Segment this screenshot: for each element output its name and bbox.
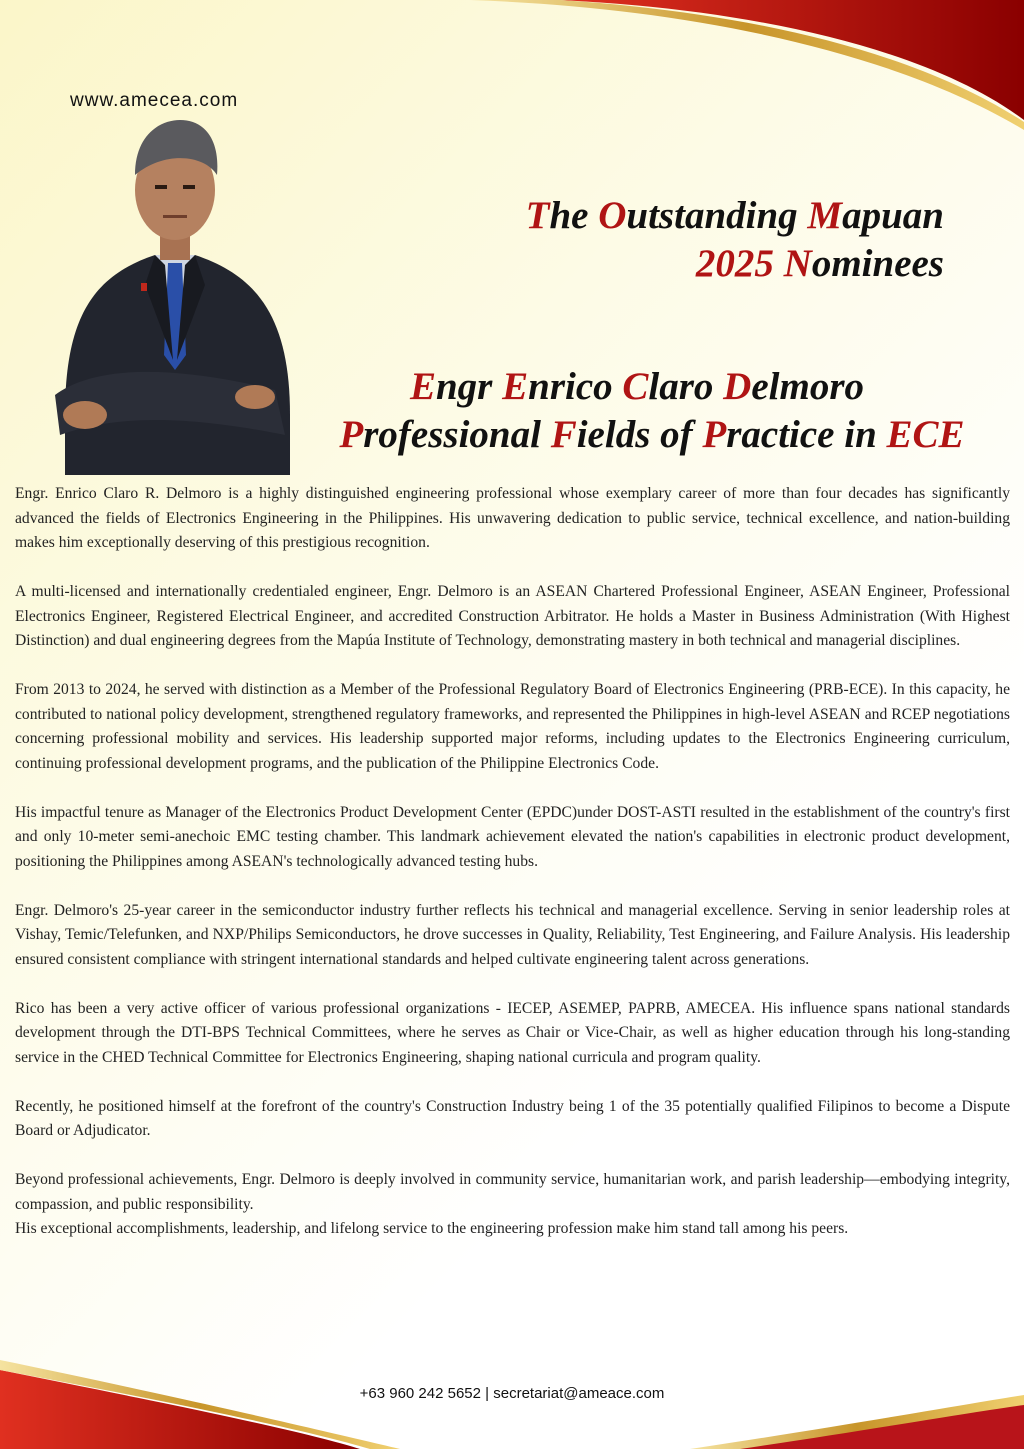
heading-text: ields of [576,413,703,456]
heading-text: ngr [435,365,503,408]
accent-letter: F [550,413,577,456]
bio-paragraph: Engr. Delmoro's 25-year career in the semiconductor industry further reflects his technical and managerial excellence. Serving in senior leadership roles at Vishay, Temic/Telefunken, and NXP/Philips Semiconductors, he drove successes in Quality, Reliability, Test Engineering, and Failure Analysis. His leadership ensured consistent compliance with stringent international standards and helped cultivate engineering talent across generations. [15,901,1010,968]
heading-text: nrico [528,365,623,408]
heading-text: ractice in [726,413,887,456]
bio-paragraph: Rico has been a very active officer of various professional organizations - IECEP, ASEMEP, PAPRB, AMECEA. His influence spans national standards development through the DTI-BPS Technical Committees, where he serves as Chair or Vice-Chair, as well as higher education through his long-standing service in the CHED Technical Committee for Electronics Engineering, shaping national curricula and program quality. [15,999,1010,1066]
bio-paragraph: His exceptional accomplishments, leadership, and lifelong service to the engineering profession make him stand tall among his peers. [15,1220,849,1237]
biography-text [15,482,1010,1242]
heading-text: ominees [811,242,944,285]
heading-text: laro [648,365,724,408]
bio-paragraph: A multi-licensed and internationally credentialed engineer, Engr. Delmoro is an ASEAN Chartered Professional Engineer, ASEAN Engineer, Professional Electronics Engineer, Registered Electrical Engineer, and accredited Construction Arbitrator. He holds a Master in Business Administration (With Highest Distinction) and dual engineering degrees from the Mapúa Institute of Technology, demonstrating mastery in both technical and managerial disciplines. [15,583,1010,649]
heading-text: he [549,194,599,237]
bio-paragraph: From 2013 to 2024, he served with distinction as a Member of the Professional Regulatory Board of Electronics Engineering (PRB-ECE). In this capacity, he contributed to national policy development, strengthened regulatory frameworks, and represented the Philippines in high-level ASEAN and RCEP negotiations concerning professional mobility and services. His leadership supported major reforms, including updates to the Electronics Engineering curriculum, continuing professional development programs, and the publication of the Philippine Electronics Code. [15,681,1010,772]
accent-letter: P [339,413,364,456]
nominee-portrait [55,115,295,475]
accent-letter: ECE [886,413,965,456]
accent-letter: E [409,365,436,408]
bio-paragraph: Recently, he positioned himself at the forefront of the country's Construction Industry being 1 of the 35 potentially qualified Filipinos to become a Dispute Board or Adjudicator. [15,1097,1010,1139]
nominee-name [300,363,974,411]
award-title-line-1 [526,192,944,240]
bio-paragraph: Beyond professional achievements, Engr. Delmoro is deeply involved in community service, humanitarian work, and parish leadership—embodying integrity, compassion, and public responsibility. [15,1171,1010,1213]
accent-letter: E [502,365,529,408]
accent-letter: O [598,194,627,237]
heading-text: elmoro [751,365,865,408]
accent-letter: M [807,194,843,237]
heading-text: rofessional [363,413,551,456]
nominee-category [300,411,974,459]
bio-paragraph: Engr. Enrico Claro R. Delmoro is a highly distinguished engineering professional whose exemplary career of more than four decades has significantly advanced the fields of Electronics Engineering in the Philippines. His unwavering dedication to public service, technical excellence, and nation-building makes him exceptionally deserving of this prestigious recognition. [15,485,1010,551]
award-title-line-2 [526,240,944,288]
accent-letter: P [702,413,727,456]
nominee-heading [300,363,974,459]
contact-info: +63 960 242 5652 | secretariat@ameace.com [359,1385,665,1402]
heading-text: utstanding [626,194,808,237]
accent-letter: N [783,242,812,285]
bio-paragraph: His impactful tenure as Manager of the Electronics Product Development Center (EPDC)under DOST-ASTI resulted in the establishment of the country's first and only 10-meter semi-anechoic EMC testing chamber. This landmark achievement elevated the nation's capabilities in electronic product development, positioning the Philippines among ASEAN's technologically advanced testing hubs. [15,803,1010,870]
accent-letter: T [525,194,550,237]
website-url: www.amecea.com [70,90,239,111]
award-title [526,192,944,288]
heading-text: apuan [842,194,944,237]
accent-letter: D [723,365,752,408]
accent-letter: 2025 [695,242,784,285]
accent-letter: C [622,365,649,408]
